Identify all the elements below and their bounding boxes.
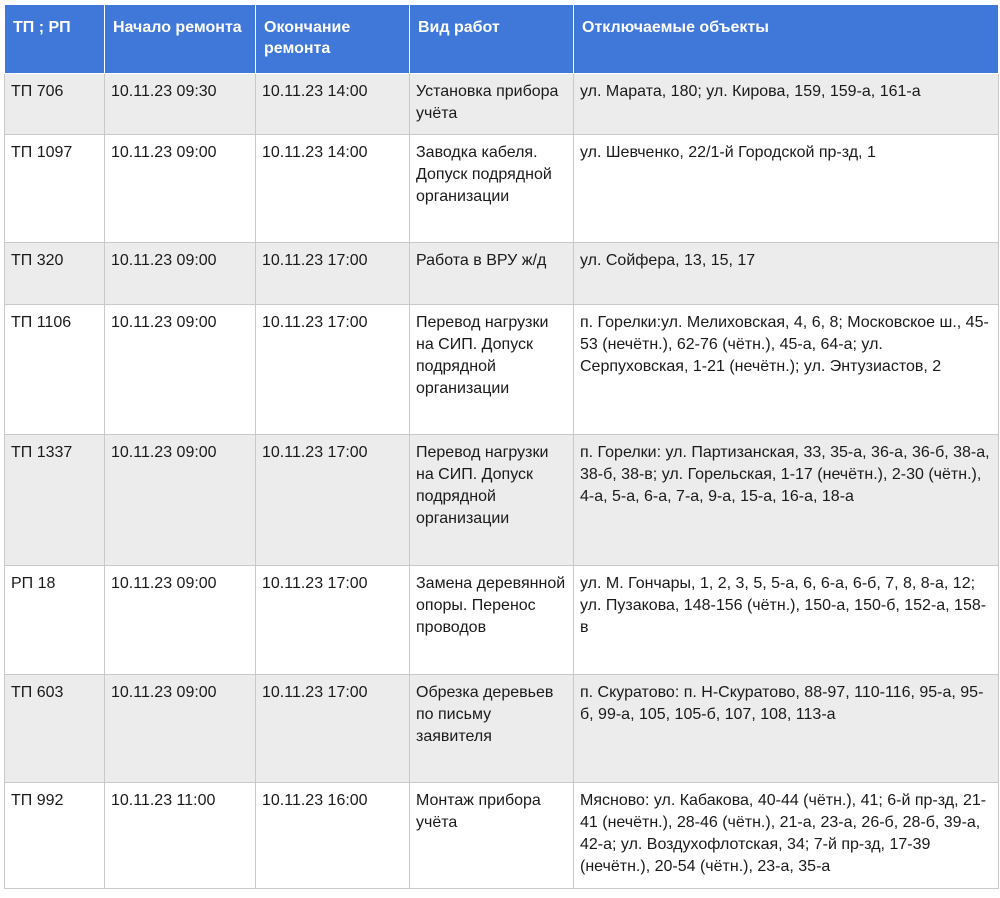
header-tp: ТП ; РП — [5, 5, 105, 74]
table-row — [5, 74, 999, 135]
table-row — [5, 675, 999, 783]
cell-start: 10.11.23 09:00 — [105, 675, 256, 783]
cell-start: 10.11.23 09:00 — [105, 435, 256, 566]
cell-work: Перевод нагрузки на СИП. Допуск подрядной организации — [410, 305, 574, 435]
cell-start: 10.11.23 09:00 — [105, 243, 256, 305]
cell-tp: ТП 1106 — [5, 305, 105, 435]
cell-end: 10.11.23 16:00 — [256, 783, 410, 889]
cell-end: 10.11.23 14:00 — [256, 74, 410, 135]
cell-objects: ул. Шевченко, 22/1-й Городской пр-зд, 1 — [574, 135, 999, 243]
cell-end: 10.11.23 17:00 — [256, 435, 410, 566]
cell-start: 10.11.23 09:30 — [105, 74, 256, 135]
table-row — [5, 243, 999, 305]
cell-work: Установка прибора учёта — [410, 74, 574, 135]
cell-work: Монтаж прибора учёта — [410, 783, 574, 889]
header-start: Начало ремонта — [105, 5, 256, 74]
cell-start: 10.11.23 09:00 — [105, 135, 256, 243]
cell-end: 10.11.23 17:00 — [256, 305, 410, 435]
cell-objects: ул. Сойфера, 13, 15, 17 — [574, 243, 999, 305]
cell-work: Работа в ВРУ ж/д — [410, 243, 574, 305]
cell-tp: ТП 992 — [5, 783, 105, 889]
table-row — [5, 135, 999, 243]
table-row — [5, 566, 999, 675]
table-row — [5, 435, 999, 566]
header-work: Вид работ — [410, 5, 574, 74]
cell-objects: п. Горелки: ул. Партизанская, 33, 35-а, 36-а, 36-б, 38-а, 38-б, 38-в; ул. Горельская, 1-17 (нечётн.), 2-30 (чётн.), 4-а, 5-а, 6-а, 7-а, 9-а, 15-а, 16-а, 18-а — [574, 435, 999, 566]
cell-tp: РП 18 — [5, 566, 105, 675]
cell-end: 10.11.23 14:00 — [256, 135, 410, 243]
cell-objects: п. Скуратово: п. Н-Скуратово, 88-97, 110-116, 95-а, 95-б, 99-а, 105, 105-б, 107, 108, 113-а — [574, 675, 999, 783]
table-row — [5, 783, 999, 889]
cell-work: Заводка кабеля. Допуск подрядной организации — [410, 135, 574, 243]
cell-end: 10.11.23 17:00 — [256, 566, 410, 675]
cell-tp: ТП 320 — [5, 243, 105, 305]
cell-end: 10.11.23 17:00 — [256, 675, 410, 783]
cell-objects: ул. М. Гончары, 1, 2, 3, 5, 5-а, 6, 6-а, 6-б, 7, 8, 8-а, 12; ул. Пузакова, 148-156 (чётн.), 150-а, 150-б, 152-а, 158-в — [574, 566, 999, 675]
table-row — [5, 305, 999, 435]
cell-objects: Мясново: ул. Кабакова, 40-44 (чётн.), 41; 6-й пр-зд, 21-41 (нечётн.), 28-46 (чётн.), 21-а, 23-а, 26-б, 28-б, 39-а, 42-а; ул. Воздухофлотская, 34; 7-й пр-зд, 17-39 (нечётн.), 20-54 (чётн.), 23-а, 35-а — [574, 783, 999, 889]
cell-work: Обрезка деревьев по письму заявителя — [410, 675, 574, 783]
header-row — [5, 5, 999, 74]
cell-tp: ТП 1337 — [5, 435, 105, 566]
outage-schedule — [4, 0, 998, 889]
outage-table — [4, 4, 999, 889]
cell-objects: ул. Марата, 180; ул. Кирова, 159, 159-а, 161-а — [574, 74, 999, 135]
cell-end: 10.11.23 17:00 — [256, 243, 410, 305]
cell-start: 10.11.23 09:00 — [105, 566, 256, 675]
cell-start: 10.11.23 09:00 — [105, 305, 256, 435]
header-end: Окончание ремонта — [256, 5, 410, 74]
cell-objects: п. Горелки:ул. Мелиховская, 4, 6, 8; Московское ш., 45-53 (нечётн.), 62-76 (чётн.), 45-а, 64-а; ул. Серпуховская, 1-21 (нечётн.); ул. Энтузиастов, 2 — [574, 305, 999, 435]
cell-tp: ТП 1097 — [5, 135, 105, 243]
cell-tp: ТП 706 — [5, 74, 105, 135]
cell-work: Перевод нагрузки на СИП. Допуск подрядной организации — [410, 435, 574, 566]
cell-work: Замена деревянной опоры. Перенос проводов — [410, 566, 574, 675]
header-objects: Отключаемые объекты — [574, 5, 999, 74]
cell-tp: ТП 603 — [5, 675, 105, 783]
cell-start: 10.11.23 11:00 — [105, 783, 256, 889]
